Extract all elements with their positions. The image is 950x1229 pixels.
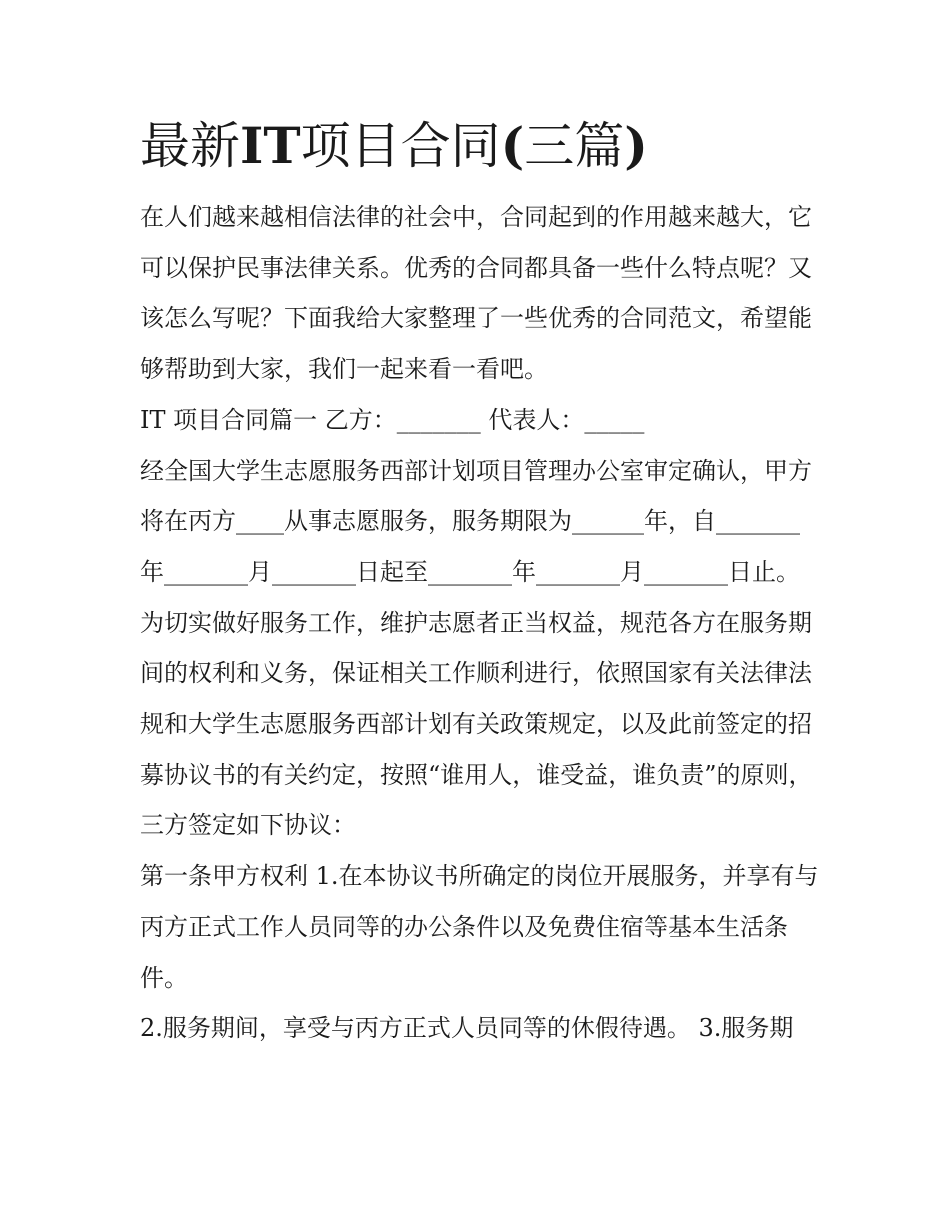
title-part-paren-open: ( <box>500 116 525 175</box>
paragraph-article-one-cont: 2.服务期间，享受与丙方正式人员同等的休假待遇。 3.服务期 <box>140 1014 794 1043</box>
paragraph-article-one: 第一条甲方权利 1.在本协议书所确定的岗位开展服务，并享有与丙方正式工作人员同等的办公条件以及免费住宿等基本生活条件。 <box>140 862 819 992</box>
title-part-paren-close: ) <box>624 116 648 175</box>
document-page <box>140 108 820 1054</box>
title-part-bold: IT <box>240 116 301 175</box>
paragraph-intro: 在人们越来越相信法律的社会中，合同起到的作用越来越大，它可以保护民事法律关系。优秀的合同都具备一些什么特点呢？又该怎么写呢？下面我给大家整理了一些优秀的合同范文，希望能够帮助到大家，我们一起来看一看吧。 <box>140 203 812 384</box>
paragraph-parties: IT 项目合同篇一 乙方：_______ 代表人：_____ <box>140 405 645 434</box>
paragraph-purpose: 为切实做好服务工作，维护志愿者正当权益，规范各方在服务期间的权利和义务，保证相关工作顺利进行，依照国家有关法律法规和大学生志愿服务西部计划有关政策规定，以及此前签定的招募协议书的有关约定，按照“谁用人，谁受益，谁负责”的原则，三方签定如下协议： <box>140 608 813 840</box>
title-part-post: 三篇 <box>524 117 625 175</box>
paragraph-service-term: 经全国大学生志愿服务西部计划项目管理办公室审定确认，甲方将在丙方____从事志愿服务，服务期限为______年，自_______年_______月_______日起至_______年_______月_______日止。 <box>140 456 812 586</box>
document-title <box>140 108 820 184</box>
title-part-pre: 最新 <box>140 117 240 175</box>
title-part-mid: 项目合同 <box>300 117 501 175</box>
